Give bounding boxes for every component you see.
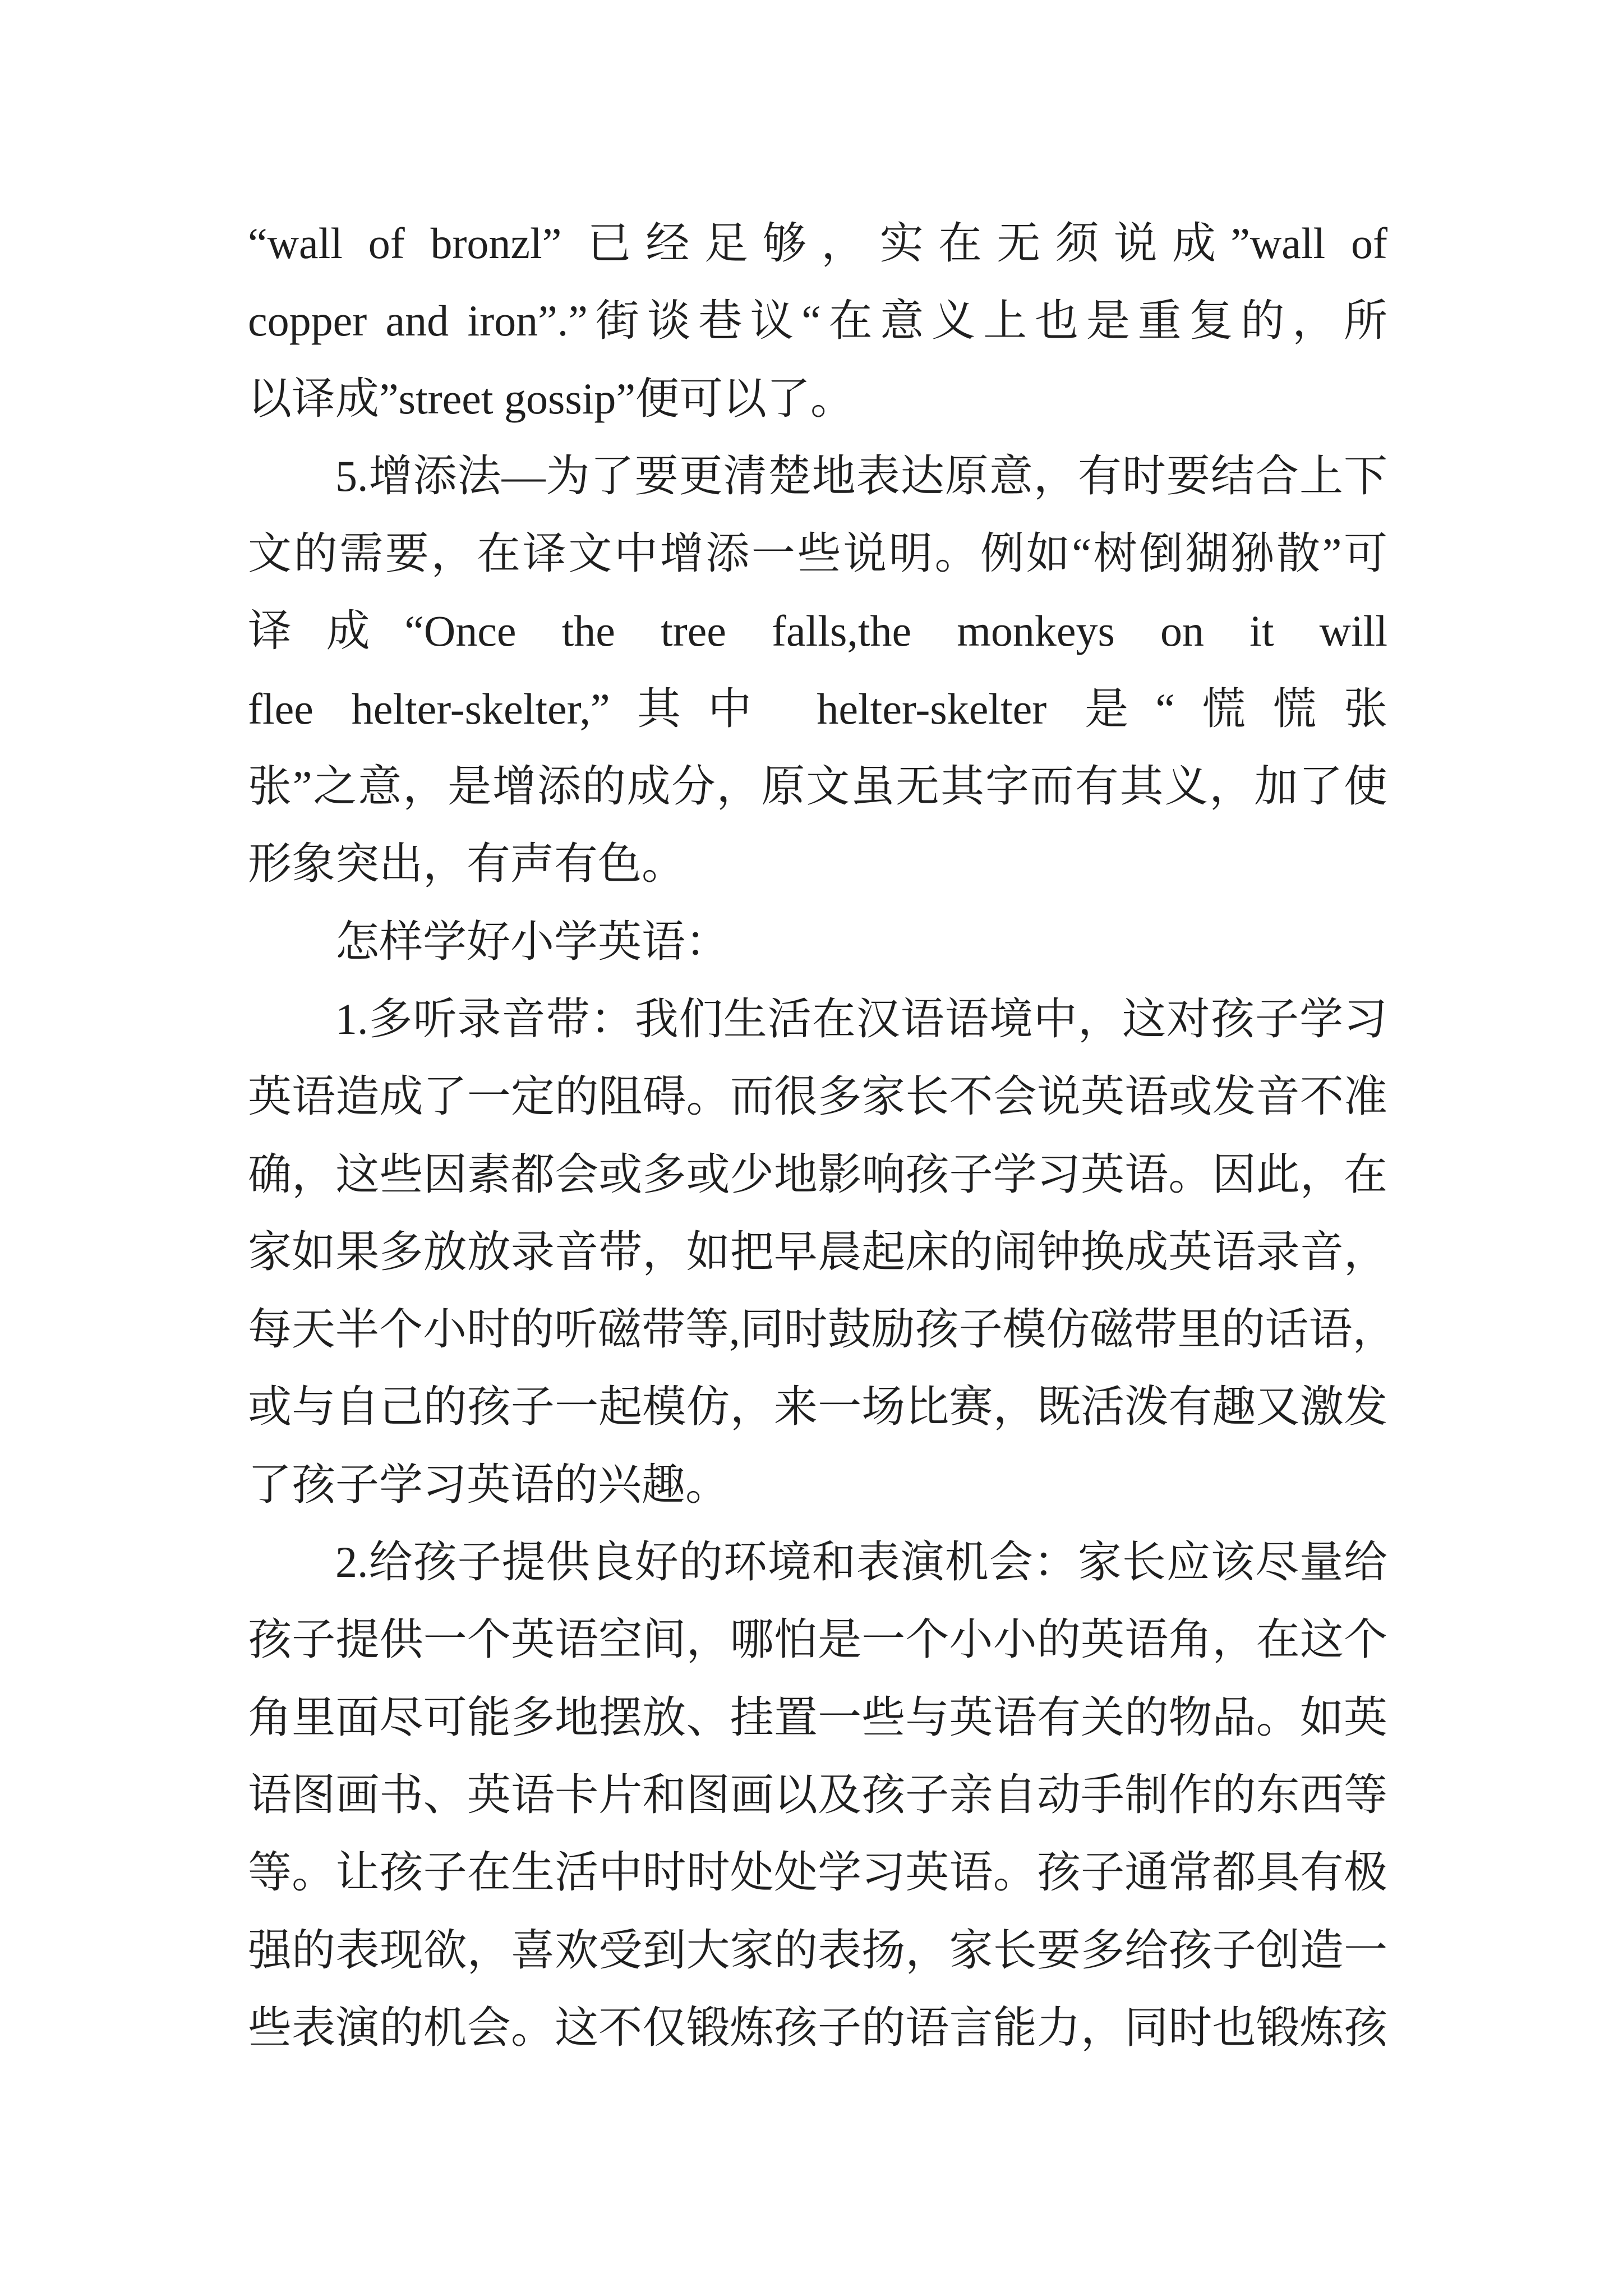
text-line: 些表演的机会。这不仅锻炼孩子的语言能力，同时也锻炼孩 — [248, 2003, 1387, 2052]
text-line: 5.增添法—为了要更清楚地表达原意，有时要结合上下 — [335, 451, 1387, 500]
paragraph-continuation — [248, 205, 1387, 438]
paragraph-addition-method — [248, 438, 1387, 903]
text-line: 角里面尽可能多地摆放、挂置一些与英语有关的物品。如英 — [248, 1692, 1387, 1742]
text-line: 等。让孩子在生活中时时处处学习英语。孩子通常都具有极 — [248, 1848, 1387, 1897]
text-line: 了孩子学习英语的兴趣。 — [248, 1460, 730, 1509]
body-text — [248, 205, 1396, 2067]
section-heading — [248, 903, 1387, 981]
text-line: flee helter-skelter,”其中 helter-skelter 是“慌慌张 — [248, 684, 1387, 733]
text-line: 每天半个小时的听磁带等,同时鼓励孩子模仿磁带里的话语， — [248, 1305, 1396, 1354]
text-line: 张”之意，是增添的成分，原文虽无其字而有其义，加了使 — [248, 762, 1387, 811]
text-line: 2.给孩子提供良好的环境和表演机会：家长应该尽量给 — [335, 1538, 1387, 1587]
text-line: 强的表现欲，喜欢受到大家的表扬，家长要多给孩子创造一 — [248, 1925, 1387, 1975]
text-line: 英语造成了一定的阻碍。而很多家长不会说英语或发音不准 — [248, 1072, 1387, 1121]
text-line: 语图画书、英语卡片和图画以及孩子亲自动手制作的东西等 — [248, 1770, 1387, 1819]
text-line: 家如果多放放录音带，如把早晨起床的闹钟换成英语录音， — [248, 1227, 1387, 1276]
text-line: 孩子提供一个英语空间，哪怕是一个小小的英语角，在这个 — [248, 1615, 1387, 1664]
text-line: 确，这些因素都会或多或少地影响孩子学习英语。因此，在 — [248, 1149, 1387, 1199]
text-line: 或与自己的孩子一起模仿，来一场比赛，既活泼有趣又激发 — [248, 1382, 1387, 1432]
text-line: 以译成”street gossip”便可以了。 — [248, 374, 855, 423]
heading-line: 怎样学好小学英语： — [335, 917, 730, 966]
text-line: copper and iron”.”街谈巷议“在意义上也是重复的，所 — [248, 296, 1387, 346]
paragraph-environment — [248, 1524, 1387, 2067]
text-line: 译成“Once the tree falls,the monkeys on it will — [248, 606, 1387, 656]
text-line: “wall of bronzl” 已经足够，实在无须说成”wall of — [248, 219, 1387, 268]
text-line: 文的需要，在译文中增添一些说明。例如“树倒猢狲散”可 — [248, 529, 1387, 578]
text-line: 1.多听录音带：我们生活在汉语语境中，这对孩子学习 — [335, 994, 1387, 1043]
paragraph-listen-tapes — [248, 981, 1396, 1524]
text-line: 形象突出，有声有色。 — [248, 839, 686, 889]
